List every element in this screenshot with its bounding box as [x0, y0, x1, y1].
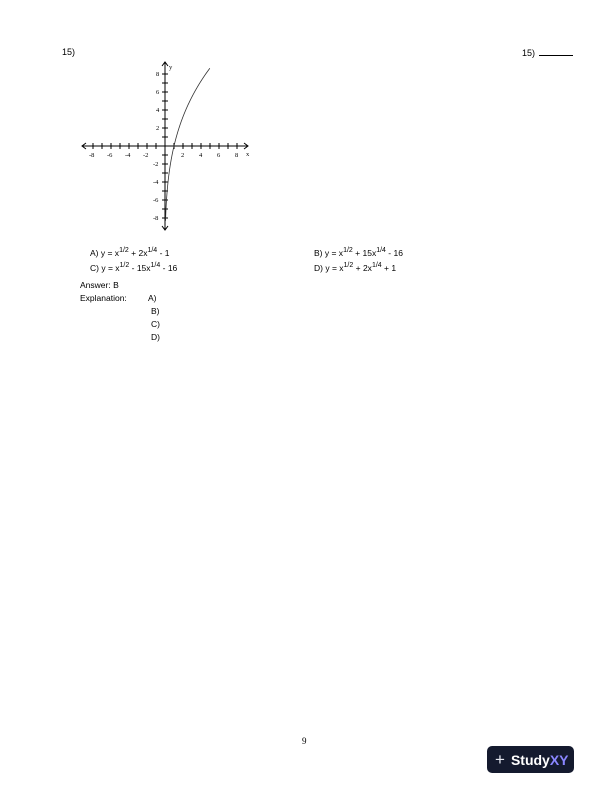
answer-blank-label: 15) — [522, 48, 536, 58]
x-tick-label: -4 — [125, 152, 131, 159]
function-graph — [78, 58, 258, 238]
page-number: 9 — [302, 736, 307, 746]
y-tick-label: 8 — [156, 71, 160, 78]
studyxy-logo[interactable] — [487, 746, 574, 773]
y-axis-label: y — [169, 64, 173, 71]
y-tick-label: -2 — [153, 161, 159, 168]
answer-label: Answer: — [80, 280, 111, 290]
x-tick-label: -6 — [107, 152, 113, 159]
x-tick-label: 2 — [181, 152, 185, 159]
answer-blank — [522, 47, 573, 58]
y-tick-label: 6 — [156, 89, 160, 96]
question-number: 15) — [62, 47, 76, 57]
y-tick-label: 4 — [156, 107, 160, 114]
x-tick-label: -8 — [89, 152, 95, 159]
option-a: A) $y = x^{1/2} + 2x^{1/4} - 1$ — [90, 247, 170, 258]
answer-value: B — [113, 280, 119, 290]
function-curve — [166, 68, 210, 221]
answer-blank-line — [539, 47, 573, 56]
brand-name: StudyXY — [510, 751, 569, 768]
y-tick-label: -8 — [153, 215, 159, 222]
answer-line — [80, 280, 119, 290]
y-tick-label: -4 — [153, 179, 159, 186]
option-d: D) $y = x^{1/2} + 2x^{1/4} + 1$ — [314, 262, 397, 273]
option-b: B) $y = x^{1/2} + 15x^{1/4} - 16$ — [314, 247, 403, 258]
explanation-item-d: D) — [151, 332, 160, 342]
plus-icon: + — [495, 749, 505, 769]
x-tick-label: 6 — [217, 152, 221, 159]
explanation-item-c: C) — [151, 319, 160, 329]
explanation-label: Explanation: — [80, 293, 127, 303]
x-tick-label: -2 — [143, 152, 149, 159]
x-tick-label: 8 — [235, 152, 239, 159]
y-tick-label: -6 — [153, 197, 159, 204]
explanation-item-b: B) — [151, 306, 160, 316]
x-tick-label: 4 — [199, 152, 203, 159]
x-axis-label: x — [246, 151, 250, 158]
y-tick-label: 2 — [156, 125, 160, 132]
explanation-item-a: A) — [148, 293, 157, 303]
option-c: C) $y = x^{1/2} - 15x^{1/4} - 16$ — [90, 262, 178, 273]
